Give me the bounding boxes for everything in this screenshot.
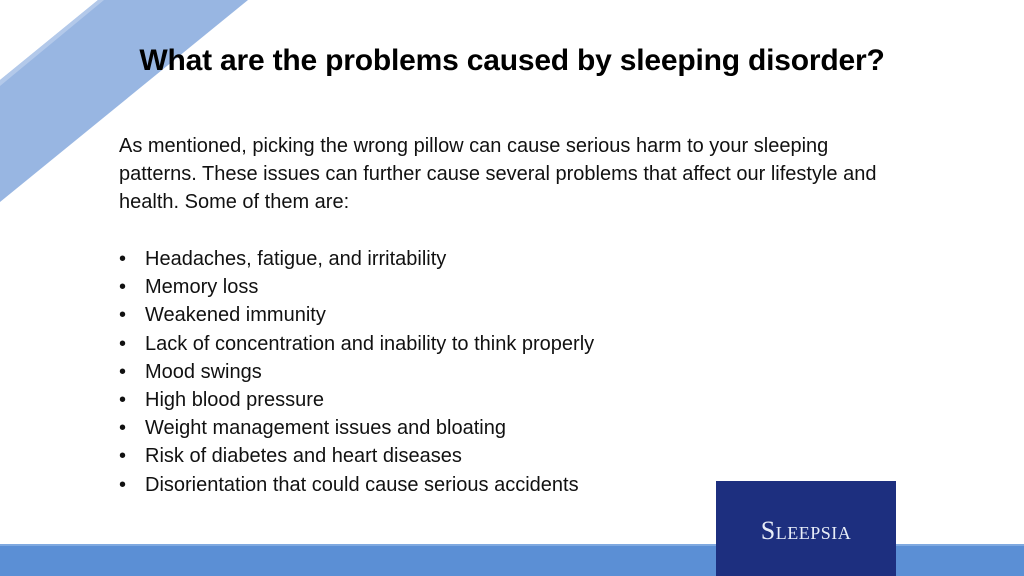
list-item-text: Lack of concentration and inability to think properly: [145, 332, 595, 355]
list-item: [119, 273, 594, 301]
list-item-text: Weight management issues and bloating: [145, 417, 506, 440]
list-item: [119, 301, 594, 329]
logo-wordmark: Sleepsia: [760, 515, 852, 545]
list-item-text: Disorientation that could cause serious accidents: [145, 473, 579, 496]
list-item: [119, 442, 594, 470]
bullet-dot: •: [119, 360, 127, 383]
bullet-dot: •: [119, 248, 127, 270]
list-item: [119, 414, 594, 442]
list-item-text: Headaches, fatigue, and irritability: [145, 248, 447, 270]
sleepsia-logo: [716, 481, 896, 576]
list-item-text: Memory loss: [145, 276, 259, 299]
bullet-dot: •: [119, 304, 127, 327]
bullet-dot: •: [119, 332, 127, 355]
list-item: [119, 358, 594, 386]
bullet-dot: •: [119, 276, 127, 299]
bullet-dot: •: [119, 389, 127, 412]
bullet-dot: •: [119, 473, 127, 496]
bullet-dot: •: [119, 417, 127, 440]
intro-paragraph: As mentioned, picking the wrong pillow can cause serious harm to your sleeping patterns. These issues can further cause several problems that affect our lifestyle and health. Some of them are:: [119, 135, 877, 214]
list-item-text: High blood pressure: [145, 389, 324, 412]
list-item: [119, 245, 594, 273]
list-item: [119, 330, 594, 358]
list-item-text: Weakened immunity: [145, 304, 326, 327]
bullet-dot: •: [119, 445, 127, 468]
list-item-text: Risk of diabetes and heart diseases: [145, 445, 462, 468]
list-item-text: Mood swings: [145, 360, 262, 383]
problems-list: [119, 245, 594, 499]
slide-title: What are the problems caused by sleeping disorder?: [139, 44, 885, 77]
list-item: [119, 471, 594, 499]
list-item: [119, 386, 594, 414]
